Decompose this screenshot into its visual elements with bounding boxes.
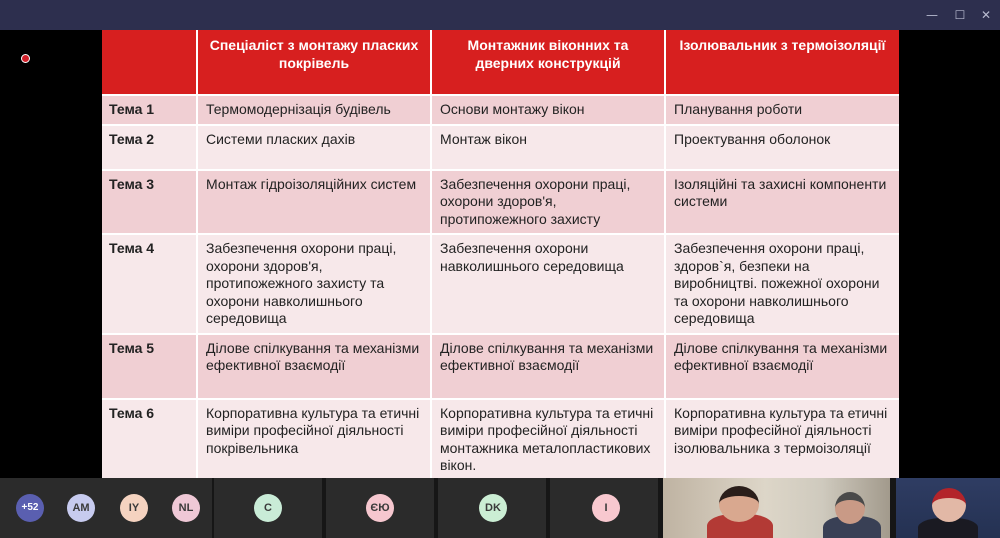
table-cell: Ізоляційні та захисні компоненти системи [665,170,899,235]
table-cell: Забезпечення охорони праці, охорони здоров'я, протипожежного захисту [431,170,665,235]
participant-tile[interactable] [438,478,546,538]
theme-label: Тема 4 [102,234,197,334]
participant-tile[interactable] [214,478,322,538]
participant-avatar[interactable]: AM [67,494,95,522]
participant-avatar[interactable]: NL [172,494,200,522]
theme-label: Тема 2 [102,125,197,170]
table-cell: Забезпечення охорони праці, здоров`я, безпеки на виробництві. пожежної охорони та охорони навколишнього середовища [665,234,899,334]
close-icon[interactable]: ✕ [980,8,992,22]
table-cell: Ділове спілкування та механізми ефективної взаємодії [431,334,665,399]
table-row [102,125,899,170]
table-cell: Ділове спілкування та механізми ефективної взаємодії [197,334,431,399]
table-cell: Монтаж гідроізоляційних систем [197,170,431,235]
table-row [102,334,899,399]
table-cell: Монтаж вікон [431,125,665,170]
header-corner-cell [102,30,197,95]
video-person-head [835,492,865,524]
participant-avatar: DK [479,494,507,522]
table-cell: Корпоративна культура та етичні виміри професійної діяльності покрівельника [197,399,431,479]
table-cell: Термомодернізація будівель [197,95,431,125]
participants-strip [0,478,1000,538]
header-thermal-insulator: Ізолювальник з термоізоляції [665,30,899,95]
table-header-row [102,30,899,95]
participant-video[interactable] [896,478,1000,538]
table-cell: Системи пласких дахів [197,125,431,170]
participant-avatar: ЄЮ [366,494,394,522]
theme-label: Тема 6 [102,399,197,479]
table-row [102,95,899,125]
theme-label: Тема 1 [102,95,197,125]
participant-video[interactable] [663,478,890,538]
video-person-head [932,488,966,522]
participant-avatar: I [592,494,620,522]
recording-indicator-icon [21,54,30,63]
window-titlebar [0,0,1000,30]
table-cell: Планування роботи [665,95,899,125]
participant-avatar: C [254,494,282,522]
table-cell: Основи монтажу вікон [431,95,665,125]
table-row [102,234,899,334]
table-cell: Корпоративна культура та етичні виміри професійної діяльності ізолювальника з термоізоляції [665,399,899,479]
maximize-icon[interactable]: ☐ [954,8,966,22]
presentation-slide [102,30,899,478]
video-person-head [719,486,759,522]
participant-avatar[interactable]: IY [120,494,148,522]
participant-tile[interactable] [550,478,658,538]
table-cell: Забезпечення охорони навколишнього середовища [431,234,665,334]
table-cell: Корпоративна культура та етичні виміри професійної діяльності монтажника металопластикових вікон. [431,399,665,479]
more-participants-badge[interactable]: +52 [16,494,44,522]
participants-group-tile[interactable] [0,478,212,538]
theme-label: Тема 3 [102,170,197,235]
header-roofing-specialist: Спеціаліст з монтажу пласких покрівель [197,30,431,95]
participant-tile[interactable] [326,478,434,538]
table-row [102,170,899,235]
table-cell: Проектування оболонок [665,125,899,170]
minimize-icon[interactable]: — [926,8,938,22]
table-cell: Ділове спілкування та механізми ефективної взаємодії [665,334,899,399]
curriculum-table [102,30,899,478]
shared-screen-area [0,30,1000,478]
table-cell: Забезпечення охорони праці, охорони здоров'я, протипожежного захисту та охорони навколишнього середовища [197,234,431,334]
header-window-installer: Монтажник віконних та дверних конструкцій [431,30,665,95]
theme-label: Тема 5 [102,334,197,399]
table-row [102,399,899,479]
